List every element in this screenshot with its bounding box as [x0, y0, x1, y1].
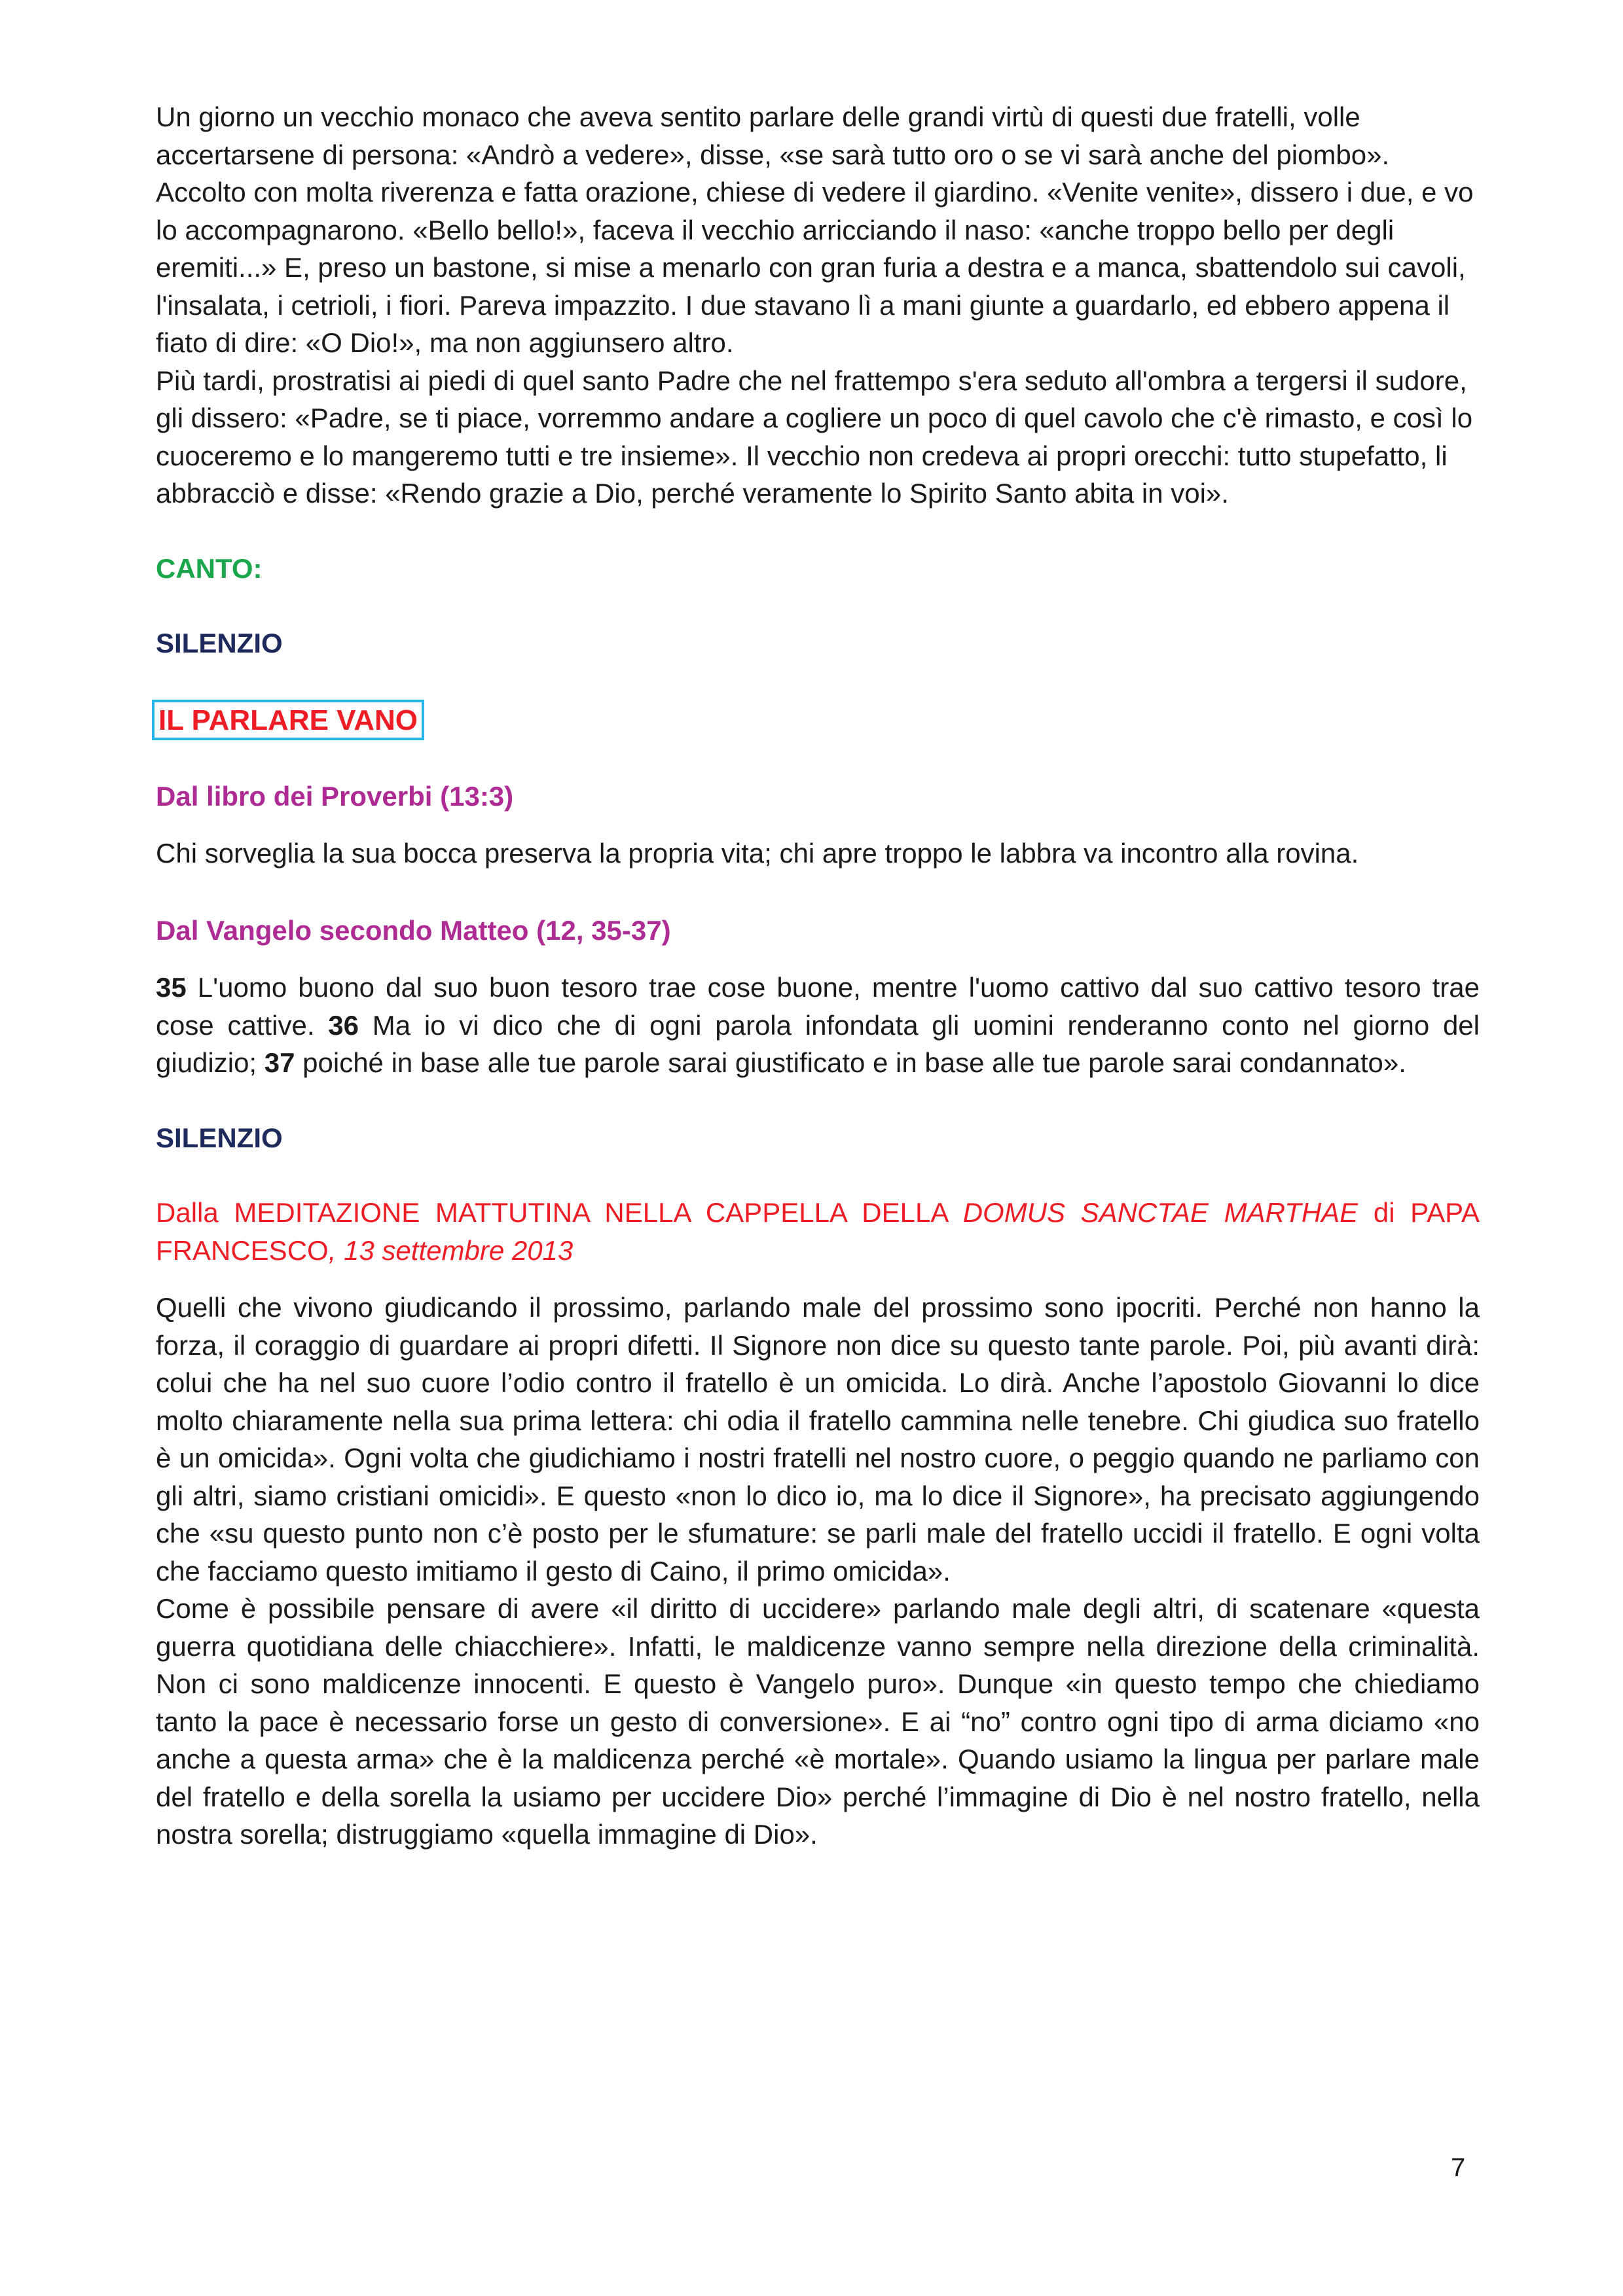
- section-title-wrapper: [156, 700, 1480, 740]
- silenzio-heading-2: SILENZIO: [156, 1122, 283, 1153]
- proverbi-heading: Dal libro dei Proverbi (13:3): [156, 780, 514, 812]
- verse-35-text: L'uomo buono dal suo buon tesoro trae cose buone, mentre l'uomo cattivo dal suo cattivo tesoro trae cose cattive.: [156, 972, 1480, 1041]
- verse-37-text: poiché in base alle tue parole sarai giustificato e in base alle tue parole sarai condannato».: [295, 1047, 1406, 1078]
- silenzio-heading-1: SILENZIO: [156, 628, 283, 658]
- meditazione-heading-domus: DOMUS SANCTAE MARTHAE: [962, 1197, 1359, 1228]
- verse-number-35: 35: [156, 972, 187, 1003]
- document-page: [156, 98, 1480, 1854]
- meditazione-paragraph-1: Quelli che vivono giudicando il prossimo, parlando male del prossimo sono ipocriti. Perché non hanno la forza, il coraggio di guardare ai propri difetti. Il Signore non dice su questo tante parole. Poi, più avanti dirà: colui che ha nel suo cuore l’odio contro il fratello è un omicida. Lo dirà. Anche l’apostolo Giovanni lo dice molto chiaramente nella sua prima lettera: chi odia il fratello cammina nelle tenebre. Chi giudica suo fratello è un omicida». Ogni volta che giudichiamo i nostri fratelli nel nostro cuore, o peggio quando ne parliamo con gli altri, siamo cristiani omicidi». E questo «non lo dico io, ma lo dice il Signore», ha precisato aggiungendo che «su questo punto non c’è posto per le sfumature: se parli male del fratello uccidi il fratello. E ogni volta che facciamo questo imitiamo il gesto di Caino, il primo omicida».: [156, 1292, 1480, 1587]
- verse-number-36: 36: [328, 1009, 359, 1041]
- verse-number-37: 37: [264, 1047, 295, 1078]
- verse-36-text: Ma io vi dico che di ogni parola infondata gli uomini renderanno conto nel giorno del giudizio;: [156, 1009, 1480, 1078]
- section-title: IL PARLARE VANO: [152, 700, 424, 740]
- meditazione-paragraph-2: Come è possibile pensare di avere «il diritto di uccidere» parlando male degli altri, di scatenare «questa guerra quotidiana delle chiacchiere». Infatti, le maldicenze vanno sempre nella direzione della criminalità. Non ci sono maldicenze innocenti. E questo è Vangelo puro». Dunque «in questo tempo che chiediamo tanto la pace è necessario forse un gesto di conversione». E ai “no” contro ogni tipo di arma diciamo «no anche a questa arma» che è la maldicenza perché «è mortale». Quando usiamo la lingua per parlare male del fratello e della sorella la usiamo per uccidere Dio» perché l’immagine di Dio è nel nostro fratello, nella nostra sorella; distruggiamo «quella immagine di Dio».: [156, 1593, 1480, 1850]
- page-number: 7: [1451, 2153, 1466, 2182]
- meditazione-heading: [156, 1194, 1480, 1269]
- story-paragraph-1: Un giorno un vecchio monaco che aveva sentito parlare delle grandi virtù di questi due fratelli, volle accertarsene di persona: «Andrò a vedere», disse, «se sarà tutto oro o se vi sarà anche del piombo». Accolto con molta riverenza e fatta orazione, chiese di vedere il giardino. «Venite venite», dissero i due, e vo lo accompagnarono. «Bello bello!», faceva il vecchio arricciando il naso: «anche troppo bello per degli eremiti...» E, preso un bastone, si mise a menarlo con gran furia a destra e a manca, sbattendolo sui cavoli, l'insalata, i cetrioli, i fiori. Pareva impazzito. I due stavano lì a mani giunte a guardarlo, ed ebbero appena il fiato di dire: «O Dio!», ma non aggiunsero altro.: [156, 101, 1474, 358]
- proverbi-text: Chi sorveglia la sua bocca preserva la propria vita; chi apre troppo le labbra va incontro alla rovina.: [156, 838, 1359, 869]
- matteo-heading: Dal Vangelo secondo Matteo (12, 35-37): [156, 914, 671, 946]
- story-paragraph-2: Più tardi, prostratisi ai piedi di quel santo Padre che nel frattempo s'era seduto all'ombra a tergersi il sudore, gli dissero: «Padre, se ti piace, vorremmo andare a cogliere un poco di quel cavolo che c'è rimasto, e così lo cuoceremo e lo mangeremo tutti e tre insieme». Il vecchio non credeva ai propri orecchi: tutto stupefatto, li abbracciò e disse: «Rendo grazie a Dio, perché veramente lo Spirito Santo abita in voi».: [156, 365, 1473, 509]
- meditazione-heading-date: , 13 settembre 2013: [328, 1234, 574, 1266]
- meditazione-heading-part1: Dalla MEDITAZIONE MATTUTINA NELLA CAPPELLA DELLA: [156, 1197, 963, 1228]
- matteo-text: [156, 969, 1480, 1082]
- meditazione-heading-part2: di PAPA FRANCESCO: [156, 1197, 1480, 1266]
- canto-heading: CANTO:: [156, 552, 263, 584]
